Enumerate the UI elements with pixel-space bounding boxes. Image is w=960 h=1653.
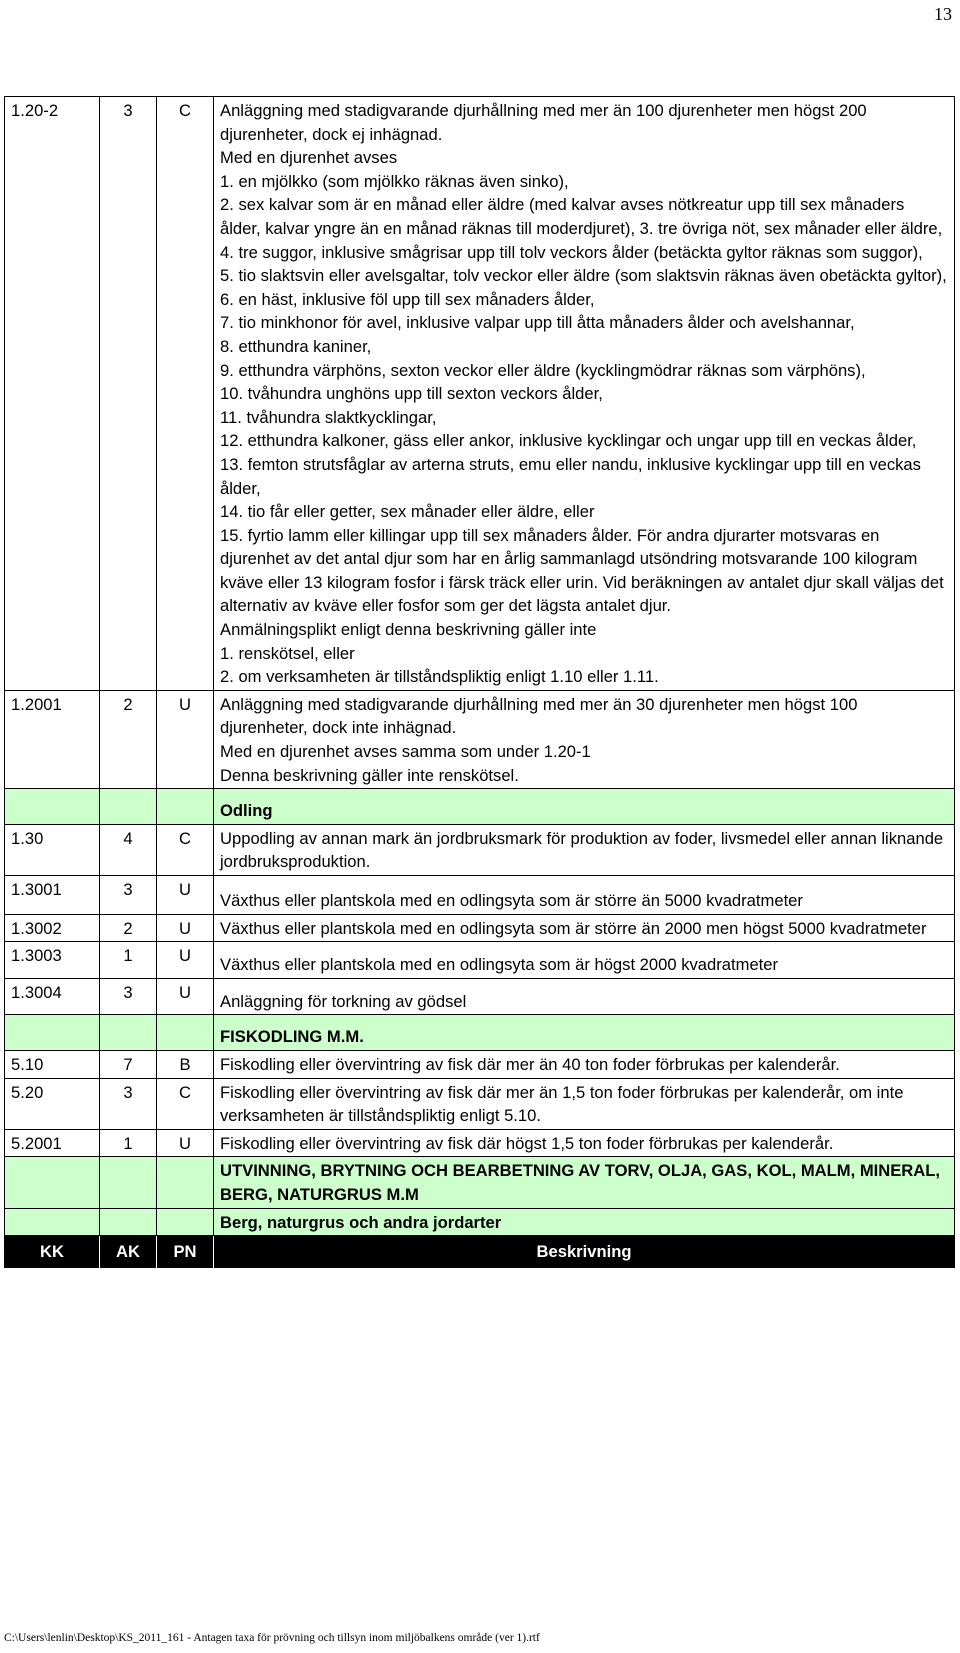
description-cell: Växthus eller plantskola med en odlingsyta som är större än 5000 kvadratmeter <box>214 876 955 915</box>
table-row <box>5 1078 955 1129</box>
section-empty-cell <box>5 1157 100 1208</box>
section-empty-cell <box>100 1157 157 1208</box>
pn-cell: U <box>157 942 214 979</box>
section-row-utvinning <box>5 1157 955 1208</box>
kk-cell: 5.20 <box>5 1078 100 1129</box>
ak-cell: 2 <box>100 690 157 788</box>
section-row-berg <box>5 1208 955 1236</box>
ak-cell: 4 <box>100 824 157 875</box>
kk-cell: 1.20-2 <box>5 97 100 691</box>
table-row <box>5 690 955 788</box>
kk-cell: 1.30 <box>5 824 100 875</box>
section-heading-berg: Berg, naturgrus och andra jordarter <box>214 1208 955 1236</box>
section-heading-odling: Odling <box>214 789 955 825</box>
ak-cell: 3 <box>100 1078 157 1129</box>
kk-cell: 1.3002 <box>5 914 100 942</box>
section-empty-cell <box>157 1157 214 1208</box>
table-row <box>5 824 955 875</box>
section-heading-fiskodling: FISKODLING M.M. <box>214 1015 955 1051</box>
table-row <box>5 942 955 979</box>
section-row-odling <box>5 789 955 825</box>
header-description: Beskrivning <box>214 1236 955 1269</box>
pn-cell: U <box>157 914 214 942</box>
section-heading-utvinning: UTVINNING, BRYTNING OCH BEARBETNING AV TORV, OLJA, GAS, KOL, MALM, MINERAL, BERG, NATURGRUS M.M <box>214 1157 955 1208</box>
kk-cell: 5.2001 <box>5 1129 100 1157</box>
table-row <box>5 1050 955 1078</box>
section-empty-cell <box>100 789 157 825</box>
section-empty-cell <box>157 1208 214 1236</box>
ak-cell: 1 <box>100 942 157 979</box>
description-cell: Fiskodling eller övervintring av fisk där mer än 1,5 ton foder förbrukas per kalenderår, om inte verksamheten är tillståndspliktig enligt 5.10. <box>214 1078 955 1129</box>
section-empty-cell <box>5 1208 100 1236</box>
kk-cell: 1.2001 <box>5 690 100 788</box>
pn-cell: B <box>157 1050 214 1078</box>
kk-cell: 1.3003 <box>5 942 100 979</box>
ak-cell: 3 <box>100 978 157 1015</box>
description-cell: Fiskodling eller övervintring av fisk där högst 1,5 ton foder förbrukas per kalenderår. <box>214 1129 955 1157</box>
ak-cell: 7 <box>100 1050 157 1078</box>
table-row <box>5 914 955 942</box>
ak-cell: 3 <box>100 876 157 915</box>
table-row <box>5 876 955 915</box>
header-kk: KK <box>5 1236 100 1269</box>
pn-cell: C <box>157 1078 214 1129</box>
section-empty-cell <box>5 789 100 825</box>
table-header-row <box>5 1236 955 1269</box>
section-empty-cell <box>100 1015 157 1051</box>
section-empty-cell <box>157 1015 214 1051</box>
pn-cell: U <box>157 1129 214 1157</box>
table-row <box>5 97 955 691</box>
pn-cell: C <box>157 824 214 875</box>
pn-cell: U <box>157 876 214 915</box>
ak-cell: 2 <box>100 914 157 942</box>
header-ak: AK <box>100 1236 157 1269</box>
table-row <box>5 1129 955 1157</box>
description-cell: Växthus eller plantskola med en odlingsyta som är större än 2000 men högst 5000 kvadratmeter <box>214 914 955 942</box>
ak-cell: 3 <box>100 97 157 691</box>
description-cell: Anläggning för torkning av gödsel <box>214 978 955 1015</box>
kk-cell: 1.3004 <box>5 978 100 1015</box>
table-row <box>5 978 955 1015</box>
classification-table <box>4 96 955 1269</box>
pn-cell: C <box>157 97 214 691</box>
description-cell: Fiskodling eller övervintring av fisk där mer än 40 ton foder förbrukas per kalenderår. <box>214 1050 955 1078</box>
pn-cell: U <box>157 690 214 788</box>
pn-cell: U <box>157 978 214 1015</box>
description-cell: Anläggning med stadigvarande djurhållning med mer än 100 djurenheter men högst 200 djurenheter, dock ej inhägnad. Med en djurenhet avses 1. en mjölkko (som mjölkko räknas även sinko), 2. sex kalvar som är en månad eller äldre (med kalvar avses nötkreatur upp till sex månaders ålder, kalvar yngre än en månad räknas till moderdjuret), 3. tre övriga nöt, sex månader eller äldre, 4. tre suggor, inklusive smågrisar upp till tolv veckors ålder (betäckta gyltor räknas som suggor), 5. tio slaktsvin eller avelsgaltar, tolv veckor eller äldre (som slaktsvin räknas även obetäckta gyltor), 6. en häst, inklusive föl upp till sex månaders ålder, 7. tio minkhonor för avel, inklusive valpar upp till åtta månaders ålder och avelshannar, 8. etthundra kaniner, 9. etthundra värphöns, sexton veckor eller äldre (kycklingmödrar räknas som värphöns), 10. tvåhundra unghöns upp till sexton veckors ålder, 11. tvåhundra slaktkycklingar, 12. etthundra kalkoner, gäss eller ankor, inklusive kycklingar och ungar upp till en veckas ålder, 13. femton strutsfåglar av arterna struts, emu eller nandu, inklusive kycklingar upp till en veckas ålder, 14. tio får eller getter, sex månader eller äldre, eller 15. fyrtio lamm eller killingar upp till sex månaders ålder. För andra djurarter motsvaras en djurenhet av det antal djur som har en årlig sammanlagd utsöndring motsvarande 100 kilogram kväve eller 13 kilogram fosfor i färsk träck eller urin. Vid beräkningen av antalet djur skall väljas det alternativ av kväve eller fosfor som ger det lägsta antalet djur. Anmälningsplikt enligt denna beskrivning gäller inte 1. renskötsel, eller 2. om verksamheten är tillståndspliktig enligt 1.10 eller 1.11. <box>214 97 955 691</box>
description-cell: Uppodling av annan mark än jordbruksmark för produktion av foder, livsmedel eller annan liknande jordbruksproduktion. <box>214 824 955 875</box>
footer-file-path: C:\Users\lenlin\Desktop\KS_2011_161 - Antagen taxa för prövning och tillsyn inom miljöbalkens område (ver 1).rtf <box>4 1632 540 1644</box>
page-number: 13 <box>934 4 952 24</box>
description-cell: Växthus eller plantskola med en odlingsyta som är högst 2000 kvadratmeter <box>214 942 955 979</box>
section-empty-cell <box>157 789 214 825</box>
section-empty-cell <box>5 1015 100 1051</box>
kk-cell: 1.3001 <box>5 876 100 915</box>
header-pn: PN <box>157 1236 214 1269</box>
kk-cell: 5.10 <box>5 1050 100 1078</box>
ak-cell: 1 <box>100 1129 157 1157</box>
description-cell: Anläggning med stadigvarande djurhållning med mer än 30 djurenheter men högst 100 djurenheter, dock inte inhägnad. Med en djurenhet avses samma som under 1.20-1 Denna beskrivning gäller inte renskötsel. <box>214 690 955 788</box>
section-empty-cell <box>100 1208 157 1236</box>
section-row-fiskodling <box>5 1015 955 1051</box>
